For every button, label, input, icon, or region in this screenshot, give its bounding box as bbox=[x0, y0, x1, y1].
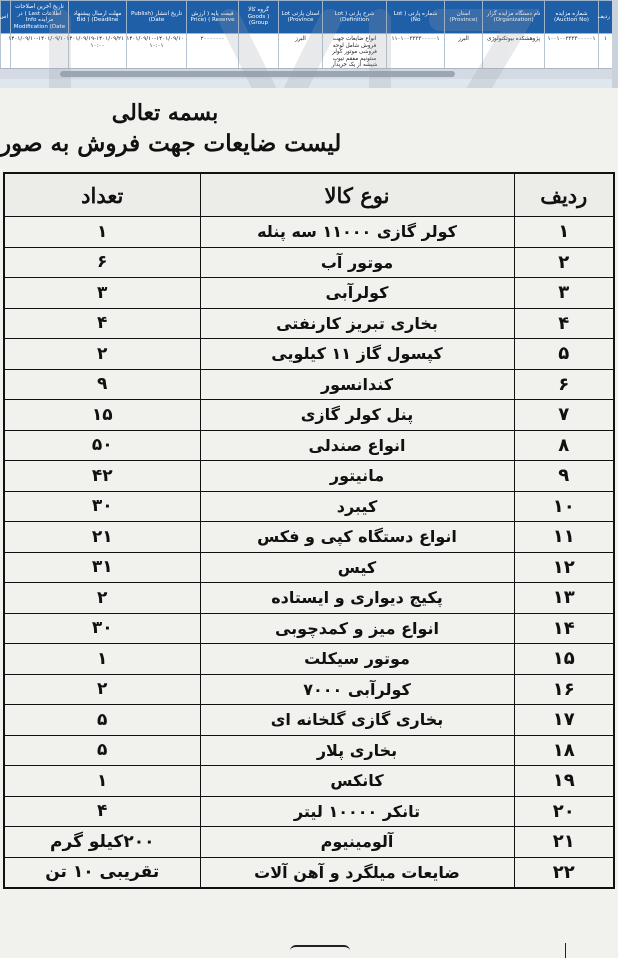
cut-off-text-stroke bbox=[290, 945, 350, 951]
table-row bbox=[4, 461, 614, 492]
table-row bbox=[4, 217, 614, 248]
item-name-cell: کولرآبی ۷۰۰۰ bbox=[200, 674, 514, 705]
table-row bbox=[4, 613, 614, 644]
row-number-cell: ۱۷ bbox=[514, 705, 614, 736]
table-row bbox=[4, 369, 614, 400]
table-row bbox=[4, 491, 614, 522]
row-number-cell: ۵ bbox=[514, 339, 614, 370]
count-cell: ۵ bbox=[4, 705, 200, 736]
auction-header-row bbox=[1, 1, 613, 34]
row-number-cell: ۲۲ bbox=[514, 857, 614, 888]
row-number-cell: ۱۱ bbox=[514, 522, 614, 553]
document-title: لیست ضایعات جهت فروش به صور bbox=[0, 130, 342, 157]
auction-cell-lot-no[interactable]: ۱۱۰۱۰۰۳۳۳۳۰۰۰۰۰۱ bbox=[387, 34, 445, 78]
items-table bbox=[3, 172, 615, 889]
item-name-cell: بخاری گازی گلخانه ای bbox=[200, 705, 514, 736]
auction-col-row: ردیف bbox=[599, 1, 613, 34]
item-name-cell: کولر گازی ۱۱۰۰۰ سه پنله bbox=[200, 217, 514, 248]
count-cell: ۱ bbox=[4, 644, 200, 675]
item-name-cell: کپسول گاز ۱۱ کیلویی bbox=[200, 339, 514, 370]
auction-col-goods-group: گروه کالا Goods ) (Group bbox=[239, 1, 279, 34]
auction-col-extra: اس bbox=[1, 1, 11, 34]
item-name-cell: مانیتور bbox=[200, 461, 514, 492]
auction-cell: البرز bbox=[445, 34, 483, 78]
column-header-item-type: نوع کالا bbox=[200, 173, 514, 217]
count-cell: ۳۰ bbox=[4, 491, 200, 522]
table-row bbox=[4, 278, 614, 309]
item-name-cell: بخاری تبریز کارنفتی bbox=[200, 308, 514, 339]
table-row bbox=[4, 674, 614, 705]
auction-cell: ۱۴۰۱/۰۹/۱۰-۱۴۰۱/۰۹/۱۰ ۱۰:۰۱ bbox=[127, 34, 187, 78]
auction-cell-auction-no[interactable]: ۱۰۰۱۰۰۳۳۳۳۰۰۰۰۰۱ bbox=[545, 34, 599, 78]
item-name-cell: پکیج دیواری و ایستاده bbox=[200, 583, 514, 614]
auction-col-last-modification: تاریخ آخرین اصلاحات اطلاعات Last ) در مزایده Info Modification (Date bbox=[11, 1, 69, 34]
row-number-cell: ۱۲ bbox=[514, 552, 614, 583]
count-cell: ۴ bbox=[4, 796, 200, 827]
auction-col-lot-province: استان پارتی Lot Province) bbox=[279, 1, 323, 34]
item-name-cell: تانکر ۱۰۰۰۰ لیتر bbox=[200, 796, 514, 827]
table-row bbox=[4, 339, 614, 370]
auction-listing-panel bbox=[0, 0, 618, 88]
scanned-document bbox=[0, 88, 618, 958]
item-name-cell: موتور سیکلت bbox=[200, 644, 514, 675]
row-number-cell: ۱۶ bbox=[514, 674, 614, 705]
count-cell: ۳ bbox=[4, 278, 200, 309]
item-name-cell: کولرآبی bbox=[200, 278, 514, 309]
count-cell: ۶ bbox=[4, 247, 200, 278]
auction-table bbox=[0, 0, 613, 78]
auction-cell: پژوهشکده بیوتکنولوژی bbox=[483, 34, 545, 78]
count-cell: ۲۱ bbox=[4, 522, 200, 553]
auction-col-bid-deadline: مهلت ارسال پیشنهاد Bid ) (Deadline bbox=[69, 1, 127, 34]
row-number-cell: ۹ bbox=[514, 461, 614, 492]
item-name-cell: موتور آب bbox=[200, 247, 514, 278]
table-row bbox=[4, 583, 614, 614]
auction-col-publish-date: تاریخ انتشار (Publish Date) bbox=[127, 1, 187, 34]
item-name-cell: پنل کولر گازی bbox=[200, 400, 514, 431]
table-row bbox=[4, 247, 614, 278]
row-number-cell: ۱۹ bbox=[514, 766, 614, 797]
table-row bbox=[4, 766, 614, 797]
item-name-cell: کیبرد bbox=[200, 491, 514, 522]
auction-cell: ۲۰۰۰۰۰۰۰ bbox=[187, 34, 239, 78]
count-cell: ۵۰ bbox=[4, 430, 200, 461]
table-row bbox=[4, 308, 614, 339]
auction-col-auction-no: شماره مزایده (Auction No) bbox=[545, 1, 599, 34]
auction-col-organization: نام دستگاه مزایده گزار (Organization) bbox=[483, 1, 545, 34]
row-number-cell: ۲۰ bbox=[514, 796, 614, 827]
row-number-cell: ۳ bbox=[514, 278, 614, 309]
auction-cell: ۱ bbox=[599, 34, 613, 78]
count-cell: ۵ bbox=[4, 735, 200, 766]
item-name-cell: کیس bbox=[200, 552, 514, 583]
row-number-cell: ۶ bbox=[514, 369, 614, 400]
document-heading: بسمه تعالی bbox=[111, 100, 219, 126]
table-row bbox=[4, 857, 614, 888]
count-cell: ۴۲ bbox=[4, 461, 200, 492]
row-number-cell: ۱ bbox=[514, 217, 614, 248]
item-name-cell: انواع دستگاه کپی و فکس bbox=[200, 522, 514, 553]
count-cell: ۲ bbox=[4, 339, 200, 370]
auction-cell: ۱۴۰۱/۰۹/۱۹-۱۴۰۱/۰۹/۲۱ ۱۰:۰۰ bbox=[69, 34, 127, 78]
row-number-cell: ۱۴ bbox=[514, 613, 614, 644]
document-footer-fragment bbox=[0, 943, 618, 958]
auction-col-lot-no: شماره پارتی Lot ) (No bbox=[387, 1, 445, 34]
item-name-cell: ضایعات میلگرد و آهن آلات bbox=[200, 857, 514, 888]
count-cell: ۱ bbox=[4, 217, 200, 248]
row-number-cell: ۱۰ bbox=[514, 491, 614, 522]
auction-cell: البرز bbox=[279, 34, 323, 78]
scrollbar-thumb[interactable] bbox=[60, 71, 455, 77]
row-number-cell: ۱۸ bbox=[514, 735, 614, 766]
row-number-cell: ۴ bbox=[514, 308, 614, 339]
item-name-cell: کانکس bbox=[200, 766, 514, 797]
vertical-scrollbar[interactable] bbox=[612, 0, 618, 88]
auction-col-lot-definition: شرح پارتی Lot ) (Definition bbox=[323, 1, 387, 34]
count-cell: ۳۱ bbox=[4, 552, 200, 583]
count-cell: ۲۰۰کیلو گرم bbox=[4, 827, 200, 858]
auction-cell: ۱۴۰۱/۰۹/۱۰-۱۴۰۱/۰۹/۱۰ bbox=[11, 34, 69, 78]
count-cell: تقریبی ۱۰ تن bbox=[4, 857, 200, 888]
count-cell: ۴ bbox=[4, 308, 200, 339]
item-name-cell: آلومینیوم bbox=[200, 827, 514, 858]
table-row bbox=[4, 400, 614, 431]
count-cell: ۲ bbox=[4, 674, 200, 705]
table-row bbox=[4, 644, 614, 675]
count-cell: ۹ bbox=[4, 369, 200, 400]
row-number-cell: ۲ bbox=[514, 247, 614, 278]
row-number-cell: ۷ bbox=[514, 400, 614, 431]
count-cell: ۱ bbox=[4, 766, 200, 797]
column-header-row-number: ردیف bbox=[514, 173, 614, 217]
table-edge-line bbox=[565, 943, 566, 958]
auction-cell: انواع ضایعات جهت فروش شامل لوحه فروشی موتور کولر ستونیم مفقم تیوپ شیشه از یک خریدار bbox=[323, 34, 387, 78]
auction-col-province: استان (Province) bbox=[445, 1, 483, 34]
column-header-count: تعداد bbox=[4, 173, 200, 217]
table-row bbox=[4, 522, 614, 553]
count-cell: ۳۰ bbox=[4, 613, 200, 644]
table-row bbox=[4, 796, 614, 827]
row-number-cell: ۱۳ bbox=[514, 583, 614, 614]
row-number-cell: ۸ bbox=[514, 430, 614, 461]
items-header-row bbox=[4, 173, 614, 217]
auction-col-reserve-price: قیمت پایه ( ارزش Reserve ) (Price bbox=[187, 1, 239, 34]
item-name-cell: کندانسور bbox=[200, 369, 514, 400]
count-cell: ۲ bbox=[4, 583, 200, 614]
table-row bbox=[4, 735, 614, 766]
table-row bbox=[4, 552, 614, 583]
row-number-cell: ۱۵ bbox=[514, 644, 614, 675]
item-name-cell: انواع صندلی bbox=[200, 430, 514, 461]
count-cell: ۱۵ bbox=[4, 400, 200, 431]
table-row bbox=[4, 430, 614, 461]
item-name-cell: بخاری پلار bbox=[200, 735, 514, 766]
horizontal-scrollbar[interactable] bbox=[0, 68, 612, 79]
row-number-cell: ۲۱ bbox=[514, 827, 614, 858]
table-row bbox=[4, 705, 614, 736]
table-row bbox=[4, 827, 614, 858]
item-name-cell: انواع میز و کمدچوبی bbox=[200, 613, 514, 644]
